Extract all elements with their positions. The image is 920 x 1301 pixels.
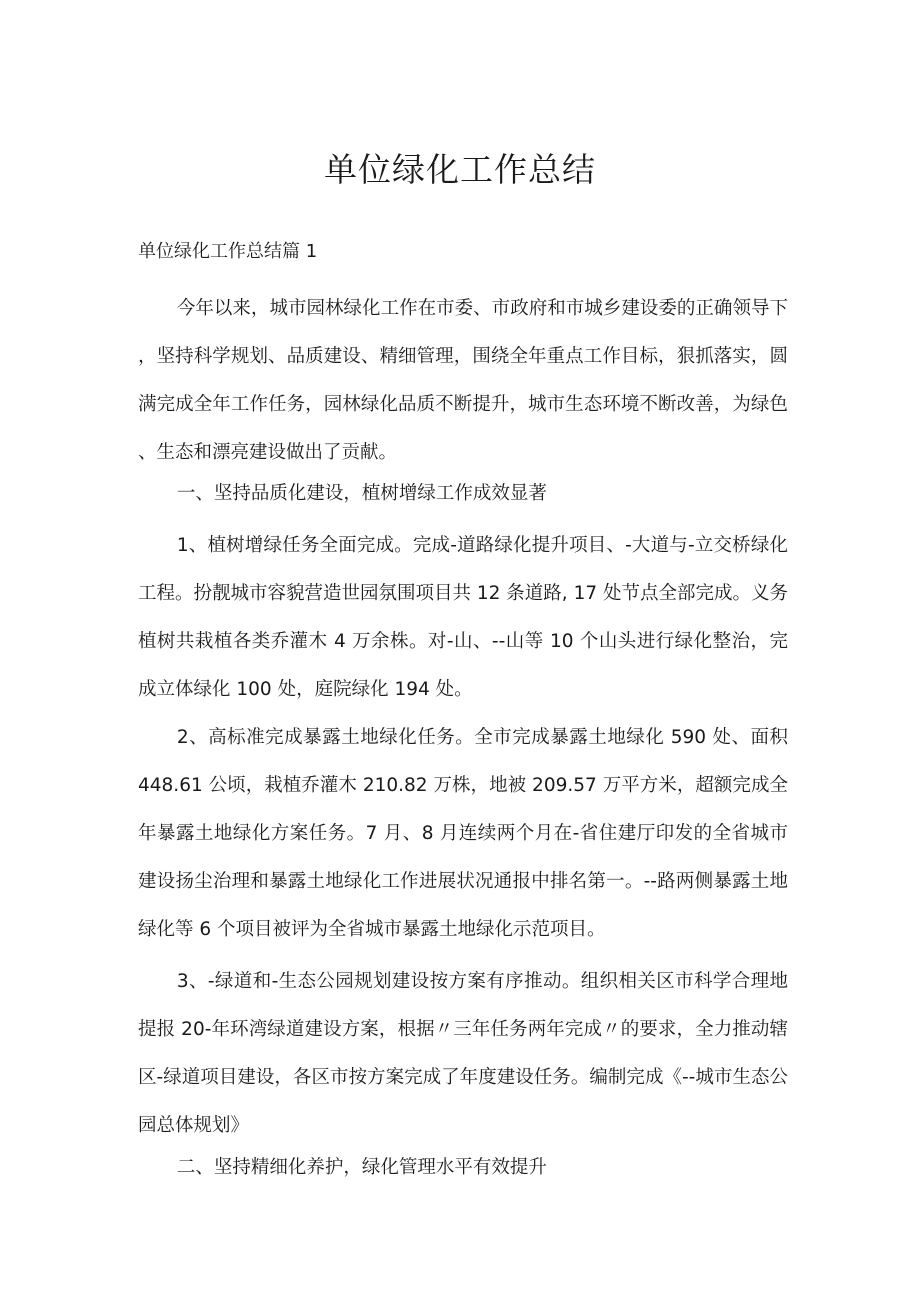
- section-one-heading: 一、坚持品质化建设，植树增绿工作成效显著: [176, 483, 547, 504]
- document-title: 单位绿化工作总结: [324, 150, 596, 189]
- intro-paragraph: 今年以来，城市园林绿化工作在市委、市政府和市城乡建设委的正确领导下，坚持科学规划、品质建设、精细管理，围绕全年重点工作目标，狠抓落实，圆满完成全年工作任务，园林绿化品质不断提升，城市生态环境不断改善，为绿色、生态和漂亮建设做出了贡献。: [138, 298, 788, 463]
- document-subtitle: 单位绿化工作总结篇 1: [138, 241, 318, 262]
- item-3-paragraph: 3、-绿道和-生态公园规划建设按方案有序推动。组织相关区市科学合理地提报 20-年环湾绿道建设方案，根据〃三年任务两年完成〃的要求，全力推动辖区-绿道项目建设，各区市按方案完成了年度建设任务。编制完成《--城市生态公园总体规划》: [138, 971, 788, 1136]
- section-two-heading: 二、坚持精细化养护，绿化管理水平有效提升: [176, 1157, 547, 1178]
- item-1-paragraph: 1、植树增绿任务全面完成。完成-道路绿化提升项目、-大道与-立交桥绿化工程。扮靓城市容貌营造世园氛围项目共 12 条道路, 17 处节点全部完成。义务植树共栽植各类乔灌木 4 万余株。对-山、--山等 10 个山头进行绿化整治，完成立体绿化 100 处，庭院绿化 194 处。: [138, 535, 788, 700]
- item-2-paragraph: 2、高标准完成暴露土地绿化任务。全市完成暴露土地绿化 590 处、面积 448.61 公顷，栽植乔灌木 210.82 万株，地被 209.57 万平方米，超额完成全年暴露土地绿化方案任务。7 月、8 月连续两个月在-省住建厅印发的全省城市建设扬尘治理和暴露土地绿化工作进展状况通报中排名第一。--路两侧暴露土地绿化等 6 个项目被评为全省城市暴露土地绿化示范项目。: [138, 727, 788, 940]
